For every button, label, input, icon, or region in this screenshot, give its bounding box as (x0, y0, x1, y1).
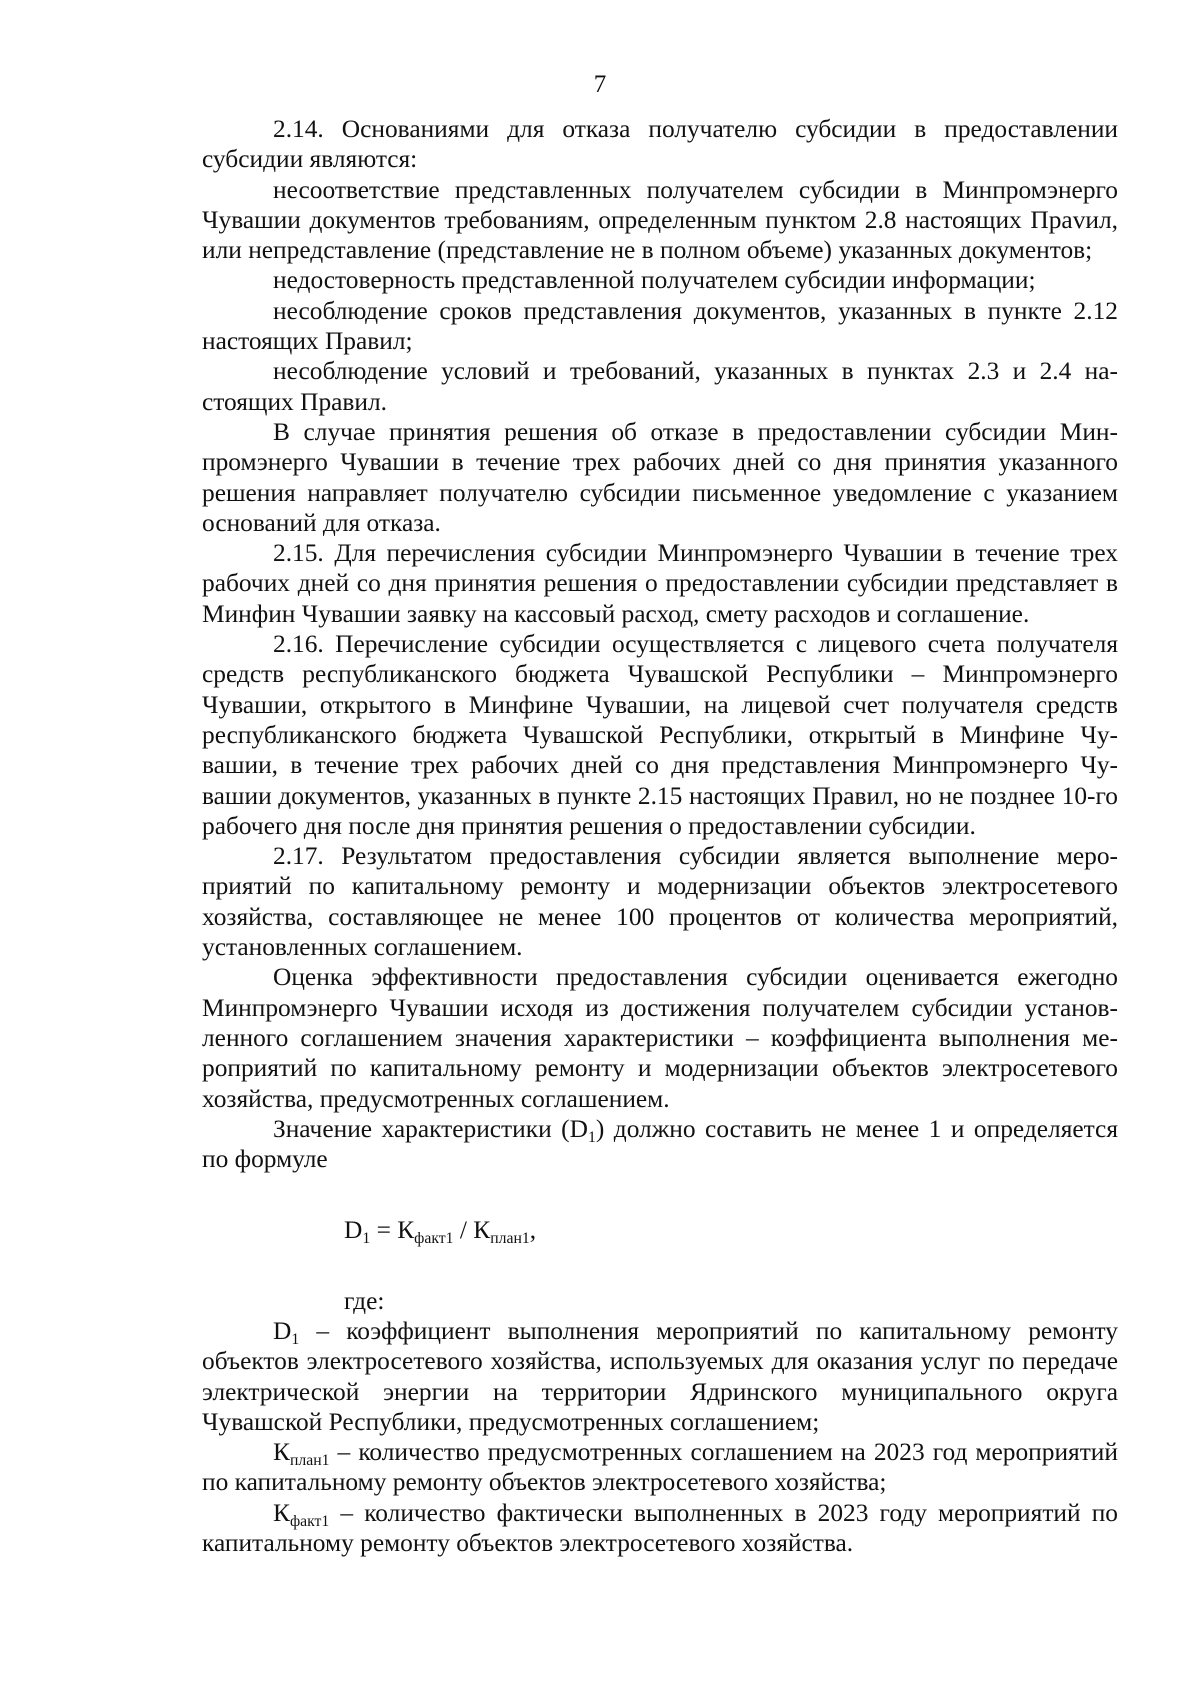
paragraph-2-15: 2.15. Для перечисления субсидии Минпромэнерго Чувашии в течение трех рабочих дней со дня принятия решения о предоставлении субсидии представляет в Минфин Чувашии заявку на кассовый расход, смету расходов и соглашение. (202, 539, 1118, 628)
paragraph-2-17: 2.17. Результатом предоставления субсидии является выполнение мероприятий по капитальному ремонту и модернизации объектов электросетевого хозяйства, составляющее не менее 100 процентов от количества мероприятий, установленных соглашением. (202, 842, 1118, 962)
document-body (202, 114, 1118, 1558)
definition-k-plan: $К_{план1}$ – количество предусмотренных соглашением на 2023 год мероприятий по капитальному ремонту объектов электросетевого хозяйства; (202, 1438, 1118, 1497)
paragraph-conditions: несоблюдение условий и требований, указанных в пунктах 2.3 и 2.4 настоящих Правил. (202, 357, 1118, 416)
formula-block (202, 1215, 1118, 1248)
formula: $D_1 = К_{факт1} / К_{план1}$, (344, 1216, 537, 1248)
paragraph-2-14: 2.14. Основаниями для отказа получателю субсидии в предоставлении субсидии являются: (202, 115, 1118, 174)
paragraph-2-16: 2.16. Перечисление субсидии осуществляется с лицевого счета получателя средств республиканского бюджета Чувашской Республики – Минпромэнерго Чувашии, открытого в Минфине Чувашии, на лицевой счет получателя средств республиканского бюджета Чувашской Республики, открытый в Минфине Чувашии, в течение трех рабочих дней со дня представления Минпромэнерго Чувашии документов, указанных в пункте 2.15 настоящих Правил, но не позднее 10-го рабочего дня после дня принятия решения о предоставлении субсидии. (202, 630, 1118, 840)
where-label: где: (344, 1286, 385, 1315)
paragraph-refusal-notice: В случае принятия решения об отказе в предоставлении субсидии Минпромэнерго Чувашии в течение трех рабочих дней со дня принятия указанного решения направляет получателю субсидии письменное уведомление с указанием оснований для отказа. (202, 417, 1118, 537)
page-number: 7 (593, 71, 607, 98)
definition-d1: $D_1$ – коэффициент выполнения мероприятий по капитальному ремонту объектов электросетевого хозяйства, используемых для оказания услуг по передаче электрической энергии на территории Ядринского муниципального округа Чувашской Республики, предусмотренных соглашением; (202, 1316, 1118, 1436)
paragraph-efficiency: Оценка эффективности предоставления субсидии оценивается ежегодно Минпромэнерго Чувашии исходя из достижения получателем субсидии установленного соглашением значения характеристики – коэффициента выполнения мероприятий по капитальному ремонту и модернизации объектов электросетевого хозяйства, предусмотренных соглашением. (202, 963, 1118, 1113)
paragraph-noncompliance: несоответствие представленных получателем субсидии в Минпромэнерго Чувашии документов требованиям, определенным пунктом 2.8 настоящих Праvил, или непредставление (представление не в полном объеме) указанных документов; (202, 175, 1118, 265)
definition-k-fact: $К_{факт1}$ – количество фактически выполненных в 2023 году мероприятий по капитальному ремонту объектов электросетевого хозяйства. (202, 1498, 1118, 1558)
paragraph-unreliable-info: недостоверность представленной получателем субсидии информации; (273, 266, 1036, 295)
paragraph-deadlines: несоблюдение сроков представления документов, указанных в пункте 2.12 настоящих Правил; (202, 296, 1118, 356)
paragraph-d1-intro: Значение характеристики $(D_1)$ должно составить не менее 1 и определяется по формуле (202, 1114, 1118, 1174)
